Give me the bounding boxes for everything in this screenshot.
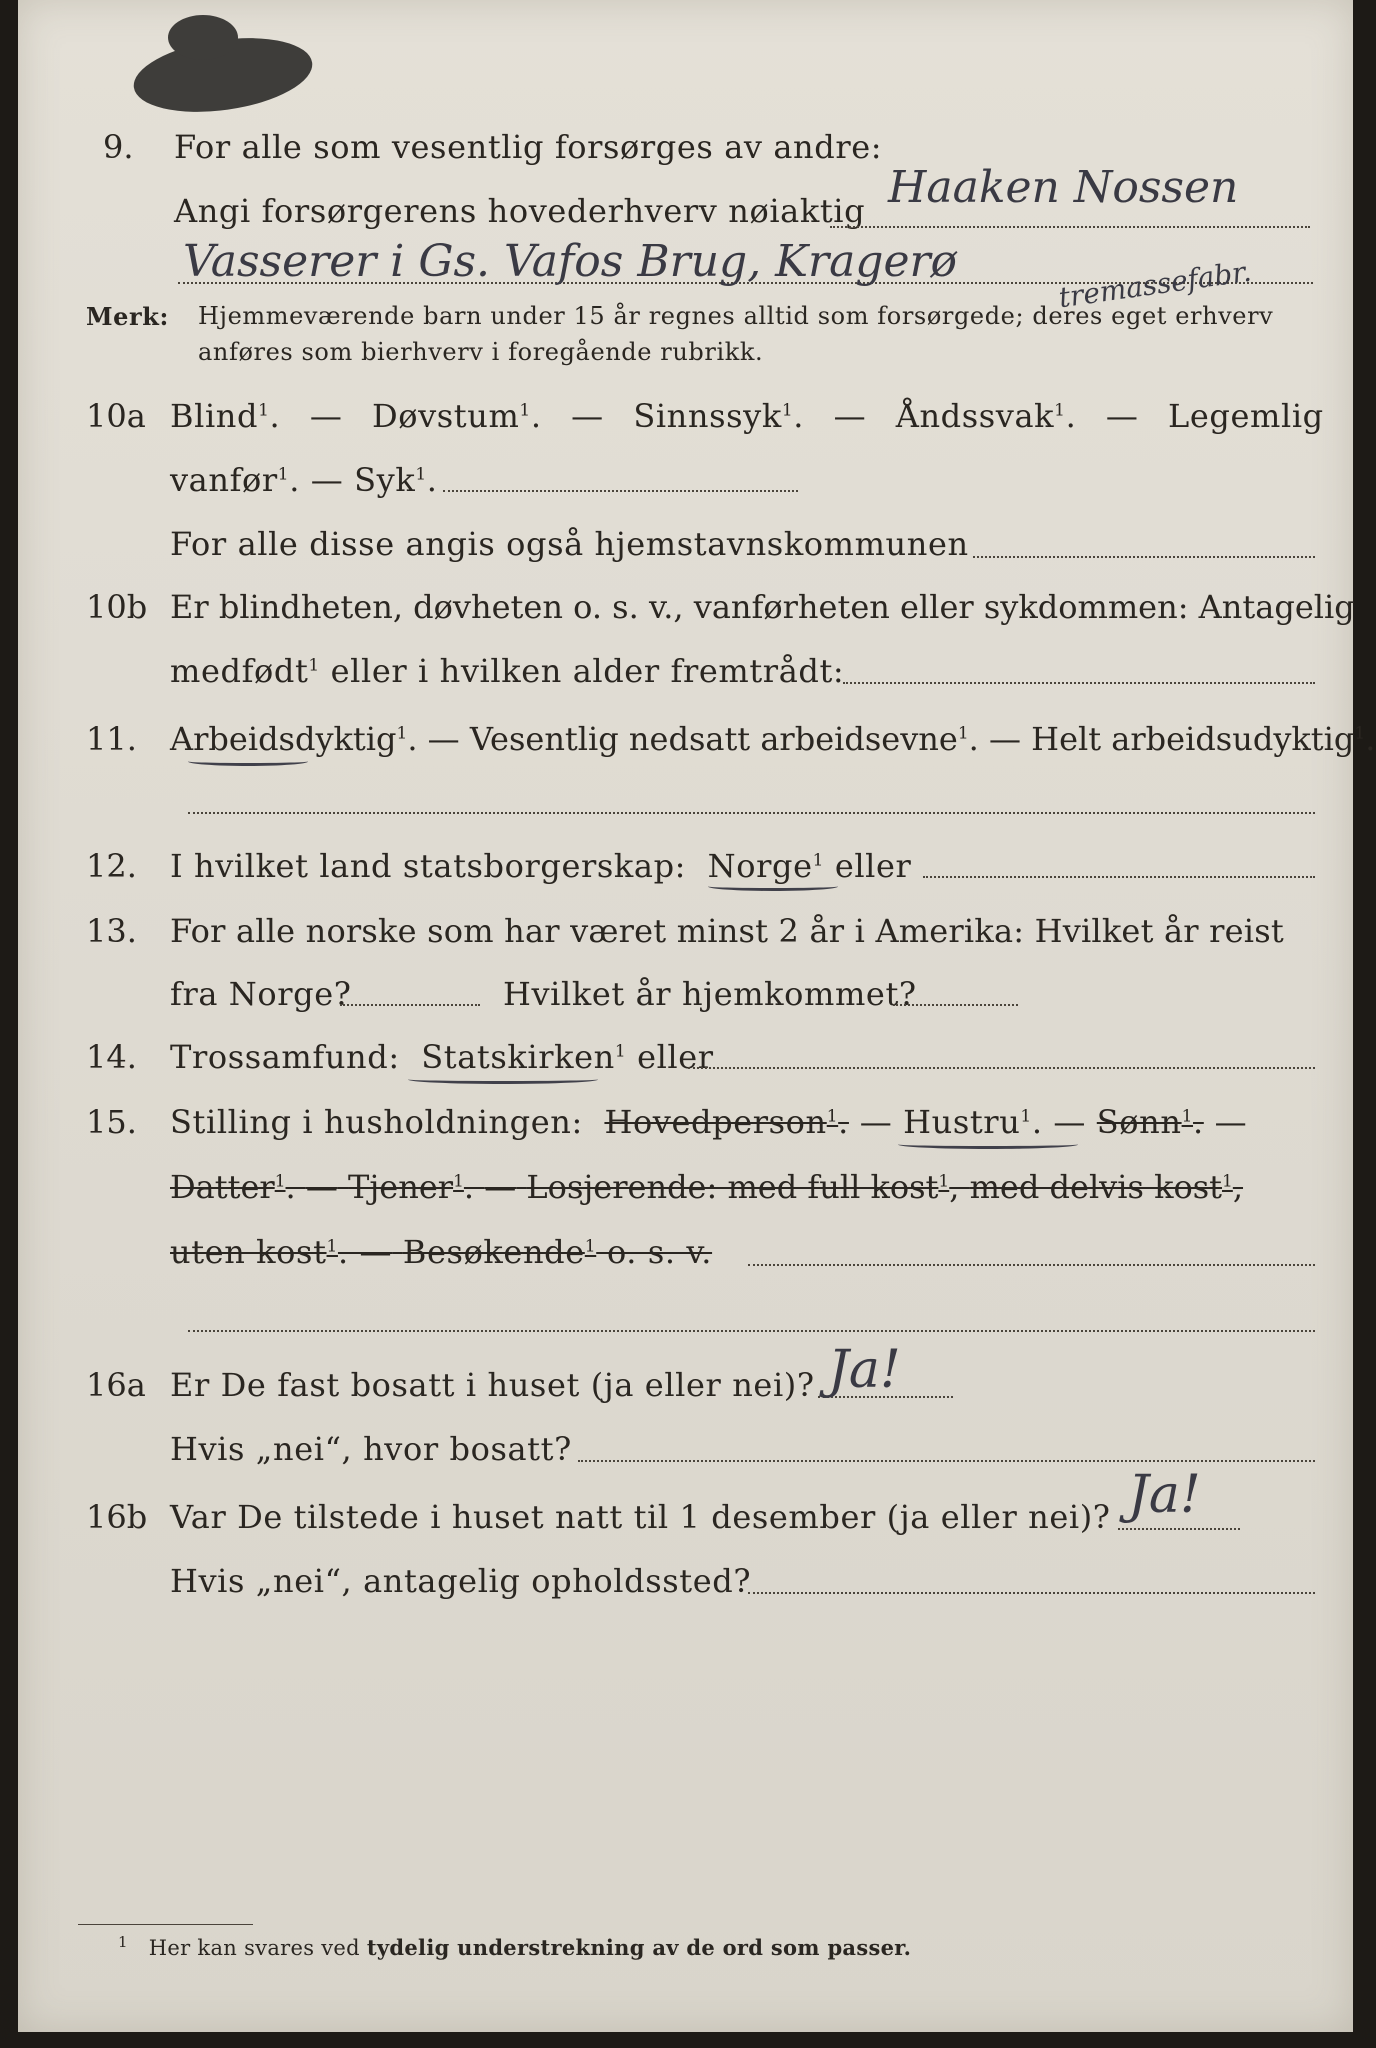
statskirken-option: Statskirken xyxy=(421,1038,615,1076)
answer-line xyxy=(830,226,1310,228)
item-number: 11. xyxy=(86,720,137,758)
q10b-line1: Er blindheten, døvheten o. s. v., vanførheten eller sykdommen: Antagelig xyxy=(170,588,1355,626)
q10a-line1: Blind$^1$. — Døvstum$^1$. — Sinnssyk$^1$. — Åndssvak$^1$. — Legemlig xyxy=(170,397,1324,435)
merk-label: Merk: xyxy=(86,302,169,331)
q13-line2b: Hvilket år hjemkommet? xyxy=(503,975,917,1013)
item-number: 16a xyxy=(86,1366,146,1404)
answer-line xyxy=(443,490,798,492)
q9-line1: For alle som vesentlig forsørges av andre: xyxy=(174,128,883,166)
answer-line xyxy=(578,1460,1315,1462)
q13-line2a: fra Norge? xyxy=(170,975,352,1013)
syk-option: Syk xyxy=(354,461,416,499)
handwritten-answer: tremassefabr. xyxy=(1056,254,1254,315)
q9-line2: Angi forsørgerens hovederhverv nøiaktig xyxy=(174,192,866,230)
answer-line xyxy=(188,1330,1315,1332)
merk-line1: Hjemmeværende barn under 15 år regnes alltid som forsørgede; deres eget erhverv xyxy=(198,302,1274,330)
handwritten-answer: Vasserer i Gs. Vafos Brug, Kragerø xyxy=(183,236,958,287)
hovedperson-option: Hovedperson$^1$. xyxy=(604,1103,849,1141)
answer-line xyxy=(748,1592,1315,1594)
q15-line2: Datter$^1$. — Tjener$^1$. — Losjerende: med full kost$^1$, med delvis kost$^1$, xyxy=(170,1168,1244,1206)
q15-line3: uten kost$^1$. — Besøkende$^1$ o. s. v. xyxy=(170,1233,713,1271)
q11-line: Arbeidsdyktig$^1$. — Vesentlig nedsatt arbeidsevne$^1$. — Helt arbeidsudyktig$^1$. xyxy=(170,720,1376,758)
sonn-option: Sønn$^1$. xyxy=(1096,1103,1204,1141)
item-number: 9. xyxy=(103,128,134,166)
q10a-line3: For alle disse angis også hjemstavnskommunen xyxy=(170,525,969,563)
handwritten-answer: Ja! xyxy=(1128,1465,1201,1525)
footnote-rule xyxy=(78,1924,253,1925)
delvis-kost-option: med delvis kost xyxy=(969,1168,1223,1206)
item-number: 10b xyxy=(86,588,148,626)
census-form-page xyxy=(18,0,1376,2032)
ink-smudge xyxy=(168,15,238,60)
item-number: 14. xyxy=(86,1038,137,1076)
handwritten-answer: Haaken Nossen xyxy=(888,162,1239,213)
losjerende-option: Losjerende: med full kost xyxy=(526,1168,939,1206)
datter-option: Datter xyxy=(170,1168,275,1206)
answer-line xyxy=(748,1264,1315,1266)
andssvak-option: Åndssvak xyxy=(895,397,1055,435)
answer-line xyxy=(973,556,1315,558)
legemlig-option: Legemlig xyxy=(1168,397,1324,435)
q10b-line2: medfødt$^1$ eller i hvilken alder fremtrådt: xyxy=(170,652,845,690)
answer-line xyxy=(188,812,1315,814)
merk-line2: anføres som bierhverv i foregående rubrikk. xyxy=(198,338,764,366)
norge-option: Norge xyxy=(707,847,813,885)
handwritten-underline xyxy=(408,1075,598,1084)
besokende-option: Besøkende xyxy=(402,1233,585,1271)
q16a-line1: Er De fast bosatt i huset (ja eller nei)? xyxy=(170,1366,815,1404)
vanfor-option: vanfør xyxy=(170,461,278,499)
answer-line xyxy=(688,1067,1315,1069)
dovstum-option: Døvstum xyxy=(371,397,520,435)
q13-line1: For alle norske som har været minst 2 år i Amerika: Hvilket år reist xyxy=(170,912,1284,950)
sinnssyk-option: Sinnssyk xyxy=(633,397,782,435)
handwritten-underline xyxy=(708,882,838,891)
q16b-line2: Hvis „nei“, antagelig opholdssted? xyxy=(170,1562,752,1600)
hustru-option: Hustru xyxy=(903,1103,1021,1141)
q14-line: Trossamfund: Statskirken$^1$ eller xyxy=(170,1038,714,1076)
tjener-option: Tjener xyxy=(348,1168,454,1206)
q16b-line1: Var De tilstede i huset natt til 1 desember (ja eller nei)? xyxy=(170,1498,1111,1536)
q12-line: I hvilket land statsborgerskap: Norge$^1$ eller xyxy=(170,847,912,885)
item-number: 15. xyxy=(86,1103,137,1141)
q15-line1: Stilling i husholdningen: Hovedperson$^1$. — Hustru$^1$. — Sønn$^1$. — xyxy=(170,1103,1248,1141)
answer-line xyxy=(923,876,1315,878)
handwritten-underline xyxy=(898,1140,1078,1149)
blind-option: Blind xyxy=(170,397,259,435)
answer-line xyxy=(843,682,1315,684)
footnote: $^1$ Her kan svares ved tydelig understrekning av de ord som passer. xyxy=(118,1933,912,1960)
answer-line xyxy=(893,1004,1018,1006)
answer-line xyxy=(1118,1528,1240,1530)
handwritten-underline xyxy=(188,757,308,766)
q10a-line2: vanfør$^1$. — Syk$^1$. xyxy=(170,461,438,499)
item-number: 16b xyxy=(86,1498,148,1536)
uten-kost-option: uten kost xyxy=(170,1233,327,1271)
handwritten-answer: Ja! xyxy=(828,1340,901,1400)
answer-line xyxy=(340,1004,480,1006)
item-number: 10a xyxy=(86,397,146,435)
item-number: 12. xyxy=(86,847,137,885)
arbeidsdyktig-option: Arbeidsdyktig xyxy=(170,720,397,758)
item-number: 13. xyxy=(86,912,137,950)
q16a-line2: Hvis „nei“, hvor bosatt? xyxy=(170,1430,572,1468)
